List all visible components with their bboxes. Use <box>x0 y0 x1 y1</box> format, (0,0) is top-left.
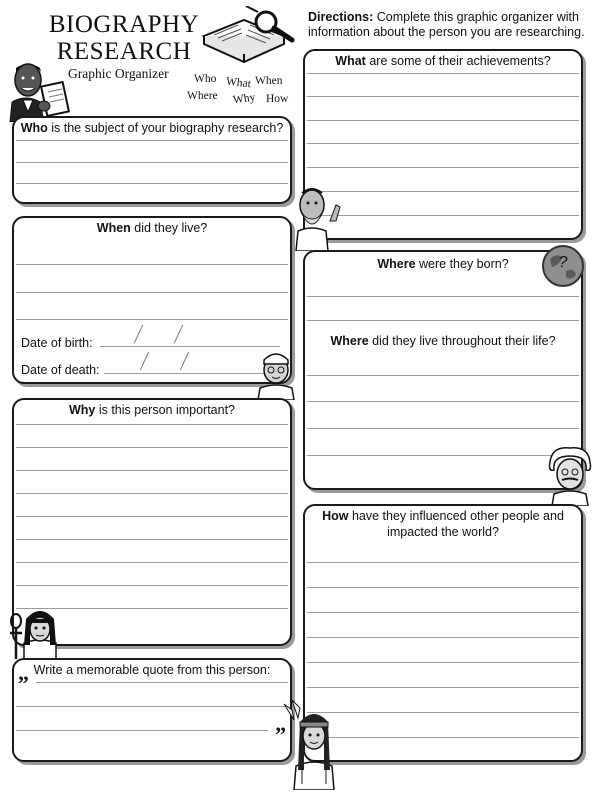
writing-line[interactable] <box>16 470 288 471</box>
writing-line[interactable] <box>307 143 579 144</box>
date-of-birth-field[interactable] <box>100 346 280 347</box>
writing-line[interactable] <box>16 264 288 265</box>
what-prompt: What are some of their achievements? <box>335 54 551 68</box>
date-of-birth-label: Date of birth: <box>21 336 93 350</box>
writing-line[interactable] <box>307 120 579 121</box>
open-quote-mark: „ <box>18 660 29 685</box>
quote-box <box>12 658 292 762</box>
writing-line[interactable] <box>16 730 268 731</box>
bearded-man-illustration <box>290 183 348 251</box>
who-prompt: Who is the subject of your biography research? <box>20 121 284 135</box>
native-american-figure-illustration <box>282 700 346 790</box>
writing-line[interactable] <box>16 585 288 586</box>
date-of-death-field[interactable] <box>104 373 264 374</box>
title-line-2: RESEARCH <box>56 38 192 65</box>
question-word-when: When <box>255 75 283 87</box>
writing-line[interactable] <box>16 292 288 293</box>
question-word-where: Where <box>187 90 218 102</box>
directions <box>308 10 596 40</box>
writing-line[interactable] <box>16 562 288 563</box>
writing-line[interactable] <box>16 162 288 163</box>
writing-line[interactable] <box>307 73 579 74</box>
scientist-illustration <box>546 444 594 506</box>
title-line-1: BIOGRAPHY <box>48 11 200 38</box>
writing-line[interactable] <box>307 562 579 563</box>
globe-icon <box>542 245 584 287</box>
date-of-death-label: Date of death: <box>21 363 100 377</box>
when-prompt: When did they live? <box>96 221 208 235</box>
writing-line[interactable] <box>307 687 579 688</box>
globe-question-mark: ? <box>558 254 568 271</box>
writing-line[interactable] <box>307 401 579 402</box>
who-box <box>12 116 292 204</box>
writing-line[interactable] <box>16 319 288 320</box>
nurse-illustration <box>254 346 300 400</box>
directions-text: Complete this graphic organizer with information about the person you are researching. <box>308 10 585 39</box>
writing-line[interactable] <box>307 455 579 456</box>
question-word-how: How <box>266 93 289 105</box>
writing-line[interactable] <box>307 320 579 321</box>
why-prompt: Why is this person important? <box>68 403 236 417</box>
writing-line[interactable] <box>307 712 579 713</box>
page-subtitle: Graphic Organizer <box>68 66 169 81</box>
writing-line[interactable] <box>307 96 579 97</box>
date-separator <box>174 325 183 344</box>
where-lived-prompt: Where did they live throughout their life? <box>330 334 556 348</box>
close-quote-mark: ” <box>275 722 286 747</box>
writing-line[interactable] <box>307 662 579 663</box>
writing-line[interactable] <box>307 296 579 297</box>
writing-line[interactable] <box>307 637 579 638</box>
writing-line[interactable] <box>16 539 288 540</box>
question-word-who: Who <box>194 73 217 85</box>
date-separator <box>180 352 189 371</box>
egyptian-figure-illustration <box>6 603 70 663</box>
directions-label: Directions: <box>308 10 374 24</box>
writing-line[interactable] <box>36 682 288 683</box>
where-box <box>303 250 583 490</box>
writing-line[interactable] <box>16 140 288 141</box>
writing-line[interactable] <box>307 428 579 429</box>
writing-line[interactable] <box>307 737 579 738</box>
writing-line[interactable] <box>16 516 288 517</box>
how-prompt: How have they influenced other people and impacted the world? <box>322 509 564 539</box>
writing-line[interactable] <box>307 587 579 588</box>
question-word-why: Why <box>232 91 257 107</box>
writing-line[interactable] <box>16 706 288 707</box>
man-reading-illustration <box>6 56 72 122</box>
writing-line[interactable] <box>16 493 288 494</box>
open-book-with-magnifier-icon <box>196 6 300 70</box>
date-separator <box>134 325 143 344</box>
when-box <box>12 216 292 384</box>
writing-line[interactable] <box>16 447 288 448</box>
quote-prompt: Write a memorable quote from this person: <box>33 663 271 677</box>
writing-line[interactable] <box>307 612 579 613</box>
writing-line[interactable] <box>307 375 579 376</box>
where-born-prompt: Where were they born? <box>377 257 509 271</box>
question-word-what: What <box>225 75 252 91</box>
writing-line[interactable] <box>307 167 579 168</box>
writing-line[interactable] <box>16 183 288 184</box>
writing-line[interactable] <box>16 424 288 425</box>
date-separator <box>140 352 149 371</box>
